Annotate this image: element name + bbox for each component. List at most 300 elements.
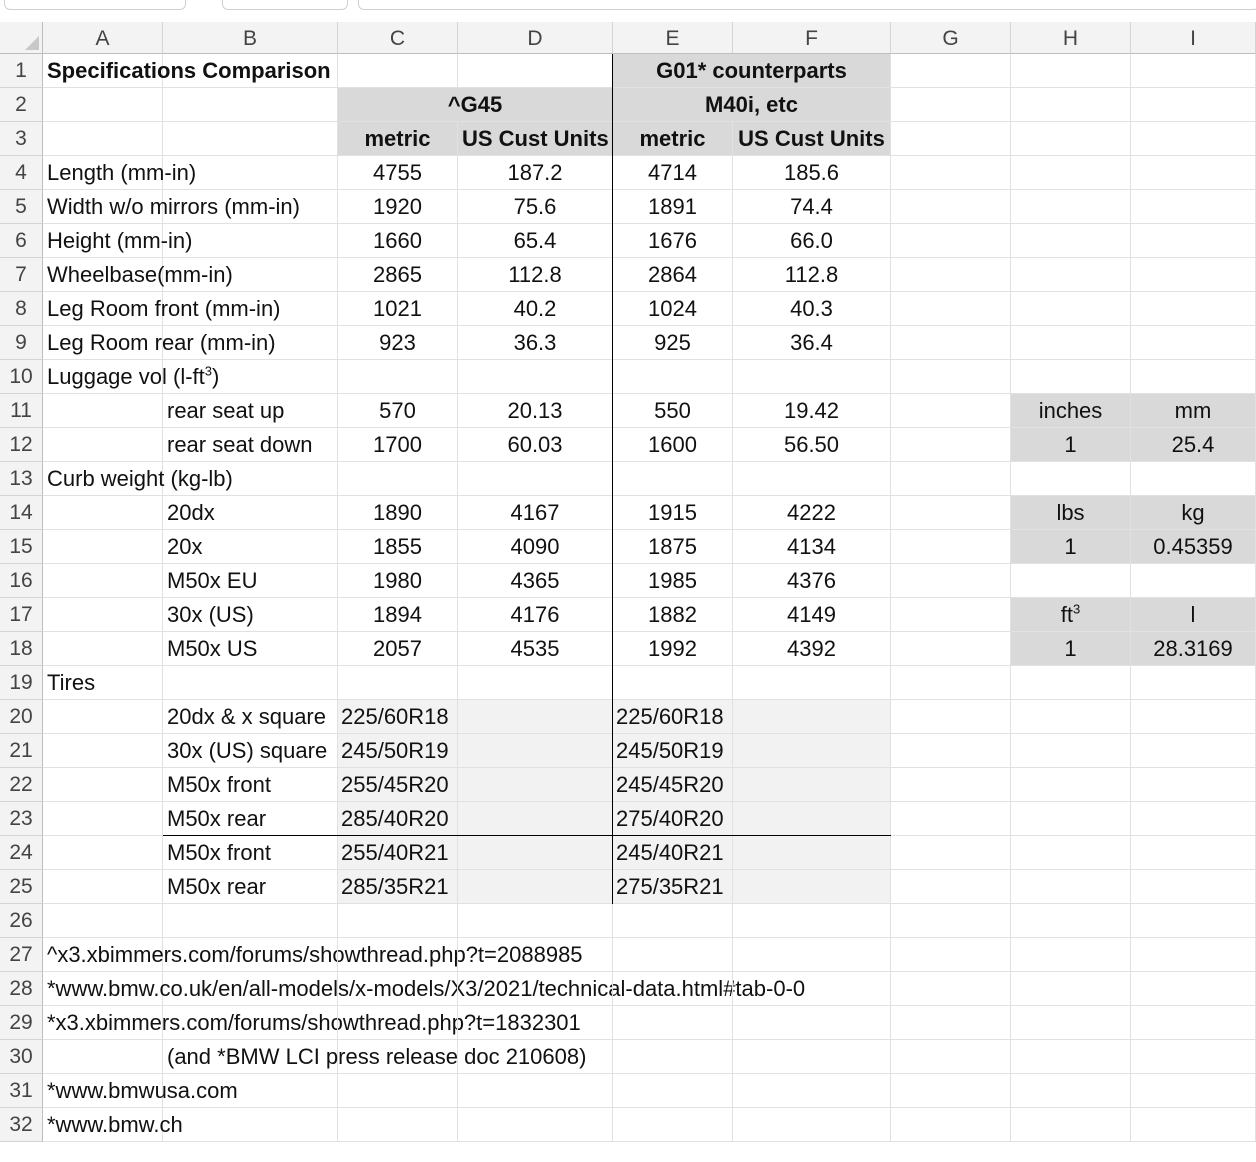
cell-a21[interactable] [43, 734, 163, 768]
cell-b23[interactable] [163, 802, 338, 836]
cell-g3[interactable] [891, 122, 1011, 156]
row-header-25[interactable]: 25 [0, 870, 43, 904]
cell-b18[interactable] [163, 632, 338, 666]
cell-b15[interactable] [163, 530, 338, 564]
cell-h1[interactable] [1011, 54, 1131, 88]
formula-input[interactable] [358, 0, 1256, 10]
row-header-12[interactable]: 12 [0, 428, 43, 462]
cell-b28[interactable] [163, 972, 338, 1006]
cell-i25[interactable] [1131, 870, 1256, 904]
cell-i13[interactable] [1131, 462, 1256, 496]
cell-d6[interactable] [458, 224, 613, 258]
row-header-2[interactable]: 2 [0, 88, 43, 122]
cell-i23[interactable] [1131, 802, 1256, 836]
cell-d7[interactable] [458, 258, 613, 292]
row-header-8[interactable]: 8 [0, 292, 43, 326]
cell-d15[interactable] [458, 530, 613, 564]
cell-g2[interactable] [891, 88, 1011, 122]
cell-i17[interactable] [1131, 598, 1256, 632]
row-header-15[interactable]: 15 [0, 530, 43, 564]
cell-c29[interactable] [338, 1006, 458, 1040]
cell-f14[interactable] [733, 496, 891, 530]
cell-h12[interactable] [1011, 428, 1131, 462]
cell-b10[interactable] [163, 360, 338, 394]
cell-c28[interactable] [338, 972, 458, 1006]
cell-d27[interactable] [458, 938, 613, 972]
cell-g8[interactable] [891, 292, 1011, 326]
cell-a12[interactable] [43, 428, 163, 462]
cell-d29[interactable] [458, 1006, 613, 1040]
column-header-c[interactable]: C [338, 22, 458, 54]
cell-i4[interactable] [1131, 156, 1256, 190]
cell-e25[interactable] [613, 870, 733, 904]
row-header-32[interactable]: 32 [0, 1108, 43, 1142]
cell-g16[interactable] [891, 564, 1011, 598]
cell-i22[interactable] [1131, 768, 1256, 802]
cell-e27[interactable] [613, 938, 733, 972]
cell-c6[interactable] [338, 224, 458, 258]
row-header-24[interactable]: 24 [0, 836, 43, 870]
cell-g6[interactable] [891, 224, 1011, 258]
cell-d8[interactable] [458, 292, 613, 326]
cell-c1[interactable] [338, 54, 458, 88]
cell-b32[interactable] [163, 1108, 338, 1142]
cell-f8[interactable] [733, 292, 891, 326]
row-header-14[interactable]: 14 [0, 496, 43, 530]
row-header-17[interactable]: 17 [0, 598, 43, 632]
cell-c4[interactable] [338, 156, 458, 190]
cell-h17[interactable] [1011, 598, 1131, 632]
cell-f13[interactable] [733, 462, 891, 496]
cell-d5[interactable] [458, 190, 613, 224]
cell-d1[interactable] [458, 54, 613, 88]
cell-a5[interactable] [43, 190, 300, 224]
cell-f5[interactable] [733, 190, 891, 224]
cell-a6[interactable] [43, 224, 193, 258]
cell-a29[interactable] [43, 1006, 581, 1040]
cell-b16[interactable] [163, 564, 338, 598]
cell-c5[interactable] [338, 190, 458, 224]
cell-b25[interactable] [163, 870, 338, 904]
cell-c19[interactable] [338, 666, 458, 700]
cell-a20[interactable] [43, 700, 163, 734]
cell-h9[interactable] [1011, 326, 1131, 360]
cell-i31[interactable] [1131, 1074, 1256, 1108]
cell-g5[interactable] [891, 190, 1011, 224]
column-header-d[interactable]: D [458, 22, 613, 54]
cell-d24[interactable] [458, 836, 613, 870]
cell-c11[interactable] [338, 394, 458, 428]
cell-d20[interactable] [458, 700, 613, 734]
cell-i12[interactable] [1131, 428, 1256, 462]
row-header-30[interactable]: 30 [0, 1040, 43, 1074]
cell-a13[interactable] [43, 462, 233, 496]
cell-a8[interactable] [43, 292, 281, 326]
cell-i30[interactable] [1131, 1040, 1256, 1074]
cell-g22[interactable] [891, 768, 1011, 802]
cell-c30[interactable] [338, 1040, 458, 1074]
cell-d26[interactable] [458, 904, 613, 938]
cell-f15[interactable] [733, 530, 891, 564]
cell-c24[interactable] [338, 836, 458, 870]
cell-i3[interactable] [1131, 122, 1256, 156]
cell-a19[interactable] [43, 666, 163, 700]
cell-i21[interactable] [1131, 734, 1256, 768]
cell-a2[interactable] [43, 88, 163, 122]
cell-h32[interactable] [1011, 1108, 1131, 1142]
cell-b30[interactable] [163, 1040, 587, 1074]
cell-e21[interactable] [613, 734, 733, 768]
cell-h20[interactable] [1011, 700, 1131, 734]
cell-g10[interactable] [891, 360, 1011, 394]
cell-i6[interactable] [1131, 224, 1256, 258]
cell-a31[interactable] [43, 1074, 238, 1108]
name-box[interactable] [4, 0, 186, 10]
cell-g28[interactable] [891, 972, 1011, 1006]
cell-b26[interactable] [163, 904, 338, 938]
cell-c8[interactable] [338, 292, 458, 326]
cell-c22[interactable] [338, 768, 458, 802]
cell-h26[interactable] [1011, 904, 1131, 938]
cell-c17[interactable] [338, 598, 458, 632]
cell-f18[interactable] [733, 632, 891, 666]
column-header-e[interactable]: E [613, 22, 733, 54]
cell-a26[interactable] [43, 904, 163, 938]
column-header-f[interactable]: F [733, 22, 891, 54]
cell-h23[interactable] [1011, 802, 1131, 836]
cell-f12[interactable] [733, 428, 891, 462]
cell-g14[interactable] [891, 496, 1011, 530]
column-header-a[interactable]: A [43, 22, 163, 54]
cell-b5[interactable] [163, 190, 338, 224]
cell-b1[interactable] [163, 54, 338, 88]
cell-h14[interactable] [1011, 496, 1131, 530]
cell-e29[interactable] [613, 1006, 733, 1040]
cell-f24[interactable] [733, 836, 891, 870]
row-header-23[interactable]: 23 [0, 802, 43, 836]
cell-d31[interactable] [458, 1074, 613, 1108]
cell-a10[interactable] [43, 360, 220, 394]
cell-a15[interactable] [43, 530, 163, 564]
cell-i24[interactable] [1131, 836, 1256, 870]
cell-i28[interactable] [1131, 972, 1256, 1006]
cell-e22[interactable] [613, 768, 733, 802]
cell-i5[interactable] [1131, 190, 1256, 224]
cell-d11[interactable] [458, 394, 613, 428]
cell-b27[interactable] [163, 938, 338, 972]
cell-a1[interactable] [43, 54, 331, 88]
cell-e14[interactable] [613, 496, 733, 530]
cell-c3[interactable] [338, 122, 458, 156]
cell-b8[interactable] [163, 292, 338, 326]
row-header-11[interactable]: 11 [0, 394, 43, 428]
cell-h29[interactable] [1011, 1006, 1131, 1040]
cell-i26[interactable] [1131, 904, 1256, 938]
cell-f6[interactable] [733, 224, 891, 258]
cell-a32[interactable] [43, 1108, 183, 1142]
row-header-9[interactable]: 9 [0, 326, 43, 360]
cell-a23[interactable] [43, 802, 163, 836]
cell-h3[interactable] [1011, 122, 1131, 156]
cell-f17[interactable] [733, 598, 891, 632]
cell-i20[interactable] [1131, 700, 1256, 734]
cell-d19[interactable] [458, 666, 613, 700]
cell-c20[interactable] [338, 700, 458, 734]
cell-d28[interactable] [458, 972, 613, 1006]
cell-h16[interactable] [1011, 564, 1131, 598]
cell-e28[interactable] [613, 972, 733, 1006]
cell-i2[interactable] [1131, 88, 1256, 122]
cell-a27[interactable] [43, 938, 583, 972]
cell-f28[interactable] [733, 972, 891, 1006]
cell-h11[interactable] [1011, 394, 1131, 428]
cell-e7[interactable] [613, 258, 733, 292]
cell-g30[interactable] [891, 1040, 1011, 1074]
cell-d16[interactable] [458, 564, 613, 598]
function-buttons[interactable] [222, 0, 348, 10]
cell-c18[interactable] [338, 632, 458, 666]
cell-i19[interactable] [1131, 666, 1256, 700]
cell-e30[interactable] [613, 1040, 733, 1074]
cell-f31[interactable] [733, 1074, 891, 1108]
cell-c15[interactable] [338, 530, 458, 564]
cell-d10[interactable] [458, 360, 613, 394]
cell-e4[interactable] [613, 156, 733, 190]
cell-f20[interactable] [733, 700, 891, 734]
cell-a3[interactable] [43, 122, 163, 156]
cell-g13[interactable] [891, 462, 1011, 496]
cell-e5[interactable] [613, 190, 733, 224]
cell-a18[interactable] [43, 632, 163, 666]
cell-i8[interactable] [1131, 292, 1256, 326]
row-header-6[interactable]: 6 [0, 224, 43, 258]
cell-g7[interactable] [891, 258, 1011, 292]
cell-h19[interactable] [1011, 666, 1131, 700]
cell-g26[interactable] [891, 904, 1011, 938]
cell-f27[interactable] [733, 938, 891, 972]
row-header-22[interactable]: 22 [0, 768, 43, 802]
cell-h18[interactable] [1011, 632, 1131, 666]
cell-e15[interactable] [613, 530, 733, 564]
cell-f19[interactable] [733, 666, 891, 700]
row-header-4[interactable]: 4 [0, 156, 43, 190]
cell-h25[interactable] [1011, 870, 1131, 904]
cell-a4[interactable] [43, 156, 197, 190]
cell-c10[interactable] [338, 360, 458, 394]
cell-g23[interactable] [891, 802, 1011, 836]
cell-b17[interactable] [163, 598, 338, 632]
cell-e17[interactable] [613, 598, 733, 632]
cell-c21[interactable] [338, 734, 458, 768]
cell-g9[interactable] [891, 326, 1011, 360]
column-header-h[interactable]: H [1011, 22, 1131, 54]
cell-g27[interactable] [891, 938, 1011, 972]
cell-c7[interactable] [338, 258, 458, 292]
cell-i9[interactable] [1131, 326, 1256, 360]
cell-d17[interactable] [458, 598, 613, 632]
cell-d32[interactable] [458, 1108, 613, 1142]
row-header-5[interactable]: 5 [0, 190, 43, 224]
cell-f10[interactable] [733, 360, 891, 394]
cell-d3[interactable] [458, 122, 613, 156]
cell-i7[interactable] [1131, 258, 1256, 292]
cell-a25[interactable] [43, 870, 163, 904]
cell-h21[interactable] [1011, 734, 1131, 768]
cell-h24[interactable] [1011, 836, 1131, 870]
cell-d14[interactable] [458, 496, 613, 530]
cell-f30[interactable] [733, 1040, 891, 1074]
cell-b11[interactable] [163, 394, 338, 428]
cell-e19[interactable] [613, 666, 733, 700]
cell-c23[interactable] [338, 802, 458, 836]
cell-d4[interactable] [458, 156, 613, 190]
row-header-29[interactable]: 29 [0, 1006, 43, 1040]
cell-e1[interactable] [613, 54, 891, 88]
cell-e2[interactable] [613, 88, 891, 122]
cell-g21[interactable] [891, 734, 1011, 768]
cell-h27[interactable] [1011, 938, 1131, 972]
cell-d12[interactable] [458, 428, 613, 462]
column-header-b[interactable]: B [163, 22, 338, 54]
cell-h15[interactable] [1011, 530, 1131, 564]
cell-i18[interactable] [1131, 632, 1256, 666]
cell-i11[interactable] [1131, 394, 1256, 428]
cell-f3[interactable] [733, 122, 891, 156]
row-header-10[interactable]: 10 [0, 360, 43, 394]
cell-i14[interactable] [1131, 496, 1256, 530]
cell-g19[interactable] [891, 666, 1011, 700]
cell-e6[interactable] [613, 224, 733, 258]
cell-g15[interactable] [891, 530, 1011, 564]
cell-c32[interactable] [338, 1108, 458, 1142]
select-all-corner[interactable] [0, 22, 43, 54]
cell-c2[interactable] [338, 88, 613, 122]
cell-i15[interactable] [1131, 530, 1256, 564]
row-header-26[interactable]: 26 [0, 904, 43, 938]
cell-e31[interactable] [613, 1074, 733, 1108]
cell-h30[interactable] [1011, 1040, 1131, 1074]
cell-b2[interactable] [163, 88, 338, 122]
cell-d18[interactable] [458, 632, 613, 666]
cell-h22[interactable] [1011, 768, 1131, 802]
cell-d25[interactable] [458, 870, 613, 904]
cell-a28[interactable] [43, 972, 806, 1006]
cell-a22[interactable] [43, 768, 163, 802]
row-header-27[interactable]: 27 [0, 938, 43, 972]
cell-g29[interactable] [891, 1006, 1011, 1040]
cell-a30[interactable] [43, 1040, 163, 1074]
cell-h2[interactable] [1011, 88, 1131, 122]
cell-f23[interactable] [733, 802, 891, 836]
cell-i1[interactable] [1131, 54, 1256, 88]
cell-c14[interactable] [338, 496, 458, 530]
cell-b3[interactable] [163, 122, 338, 156]
cell-e32[interactable] [613, 1108, 733, 1142]
cell-a7[interactable] [43, 258, 233, 292]
cell-i29[interactable] [1131, 1006, 1256, 1040]
cell-c25[interactable] [338, 870, 458, 904]
cell-d30[interactable] [458, 1040, 613, 1074]
cell-f22[interactable] [733, 768, 891, 802]
cell-b31[interactable] [163, 1074, 338, 1108]
cell-g17[interactable] [891, 598, 1011, 632]
cell-f25[interactable] [733, 870, 891, 904]
cell-e9[interactable] [613, 326, 733, 360]
cell-i32[interactable] [1131, 1108, 1256, 1142]
cell-g12[interactable] [891, 428, 1011, 462]
row-header-28[interactable]: 28 [0, 972, 43, 1006]
cell-e8[interactable] [613, 292, 733, 326]
cell-e18[interactable] [613, 632, 733, 666]
cell-g18[interactable] [891, 632, 1011, 666]
cell-f32[interactable] [733, 1108, 891, 1142]
cell-h28[interactable] [1011, 972, 1131, 1006]
column-header-g[interactable]: G [891, 22, 1011, 54]
cell-b21[interactable] [163, 734, 338, 768]
cell-h31[interactable] [1011, 1074, 1131, 1108]
cell-e10[interactable] [613, 360, 733, 394]
cell-i27[interactable] [1131, 938, 1256, 972]
column-header-i[interactable]: I [1131, 22, 1256, 54]
cell-e26[interactable] [613, 904, 733, 938]
cell-f29[interactable] [733, 1006, 891, 1040]
cell-d13[interactable] [458, 462, 613, 496]
cell-e11[interactable] [613, 394, 733, 428]
cell-g20[interactable] [891, 700, 1011, 734]
cell-e24[interactable] [613, 836, 733, 870]
cell-a17[interactable] [43, 598, 163, 632]
row-header-13[interactable]: 13 [0, 462, 43, 496]
cell-e12[interactable] [613, 428, 733, 462]
cell-a24[interactable] [43, 836, 163, 870]
cell-g1[interactable] [891, 54, 1011, 88]
cell-f7[interactable] [733, 258, 891, 292]
cell-c31[interactable] [338, 1074, 458, 1108]
row-header-18[interactable]: 18 [0, 632, 43, 666]
cell-c27[interactable] [338, 938, 458, 972]
cell-c13[interactable] [338, 462, 458, 496]
cell-c12[interactable] [338, 428, 458, 462]
cell-i16[interactable] [1131, 564, 1256, 598]
cell-d21[interactable] [458, 734, 613, 768]
cell-e20[interactable] [613, 700, 733, 734]
cell-h6[interactable] [1011, 224, 1131, 258]
cell-b9[interactable] [163, 326, 338, 360]
cell-h13[interactable] [1011, 462, 1131, 496]
row-header-20[interactable]: 20 [0, 700, 43, 734]
cell-c16[interactable] [338, 564, 458, 598]
cell-g4[interactable] [891, 156, 1011, 190]
cell-h5[interactable] [1011, 190, 1131, 224]
cell-e3[interactable] [613, 122, 733, 156]
cell-a11[interactable] [43, 394, 163, 428]
cell-g31[interactable] [891, 1074, 1011, 1108]
cell-b12[interactable] [163, 428, 338, 462]
cell-e16[interactable] [613, 564, 733, 598]
row-header-3[interactable]: 3 [0, 122, 43, 156]
cell-b29[interactable] [163, 1006, 338, 1040]
cell-h7[interactable] [1011, 258, 1131, 292]
cell-b4[interactable] [163, 156, 338, 190]
cell-f4[interactable] [733, 156, 891, 190]
cell-b19[interactable] [163, 666, 338, 700]
row-header-7[interactable]: 7 [0, 258, 43, 292]
cell-f26[interactable] [733, 904, 891, 938]
cell-g32[interactable] [891, 1108, 1011, 1142]
cell-e13[interactable] [613, 462, 733, 496]
row-header-21[interactable]: 21 [0, 734, 43, 768]
cell-b20[interactable] [163, 700, 338, 734]
